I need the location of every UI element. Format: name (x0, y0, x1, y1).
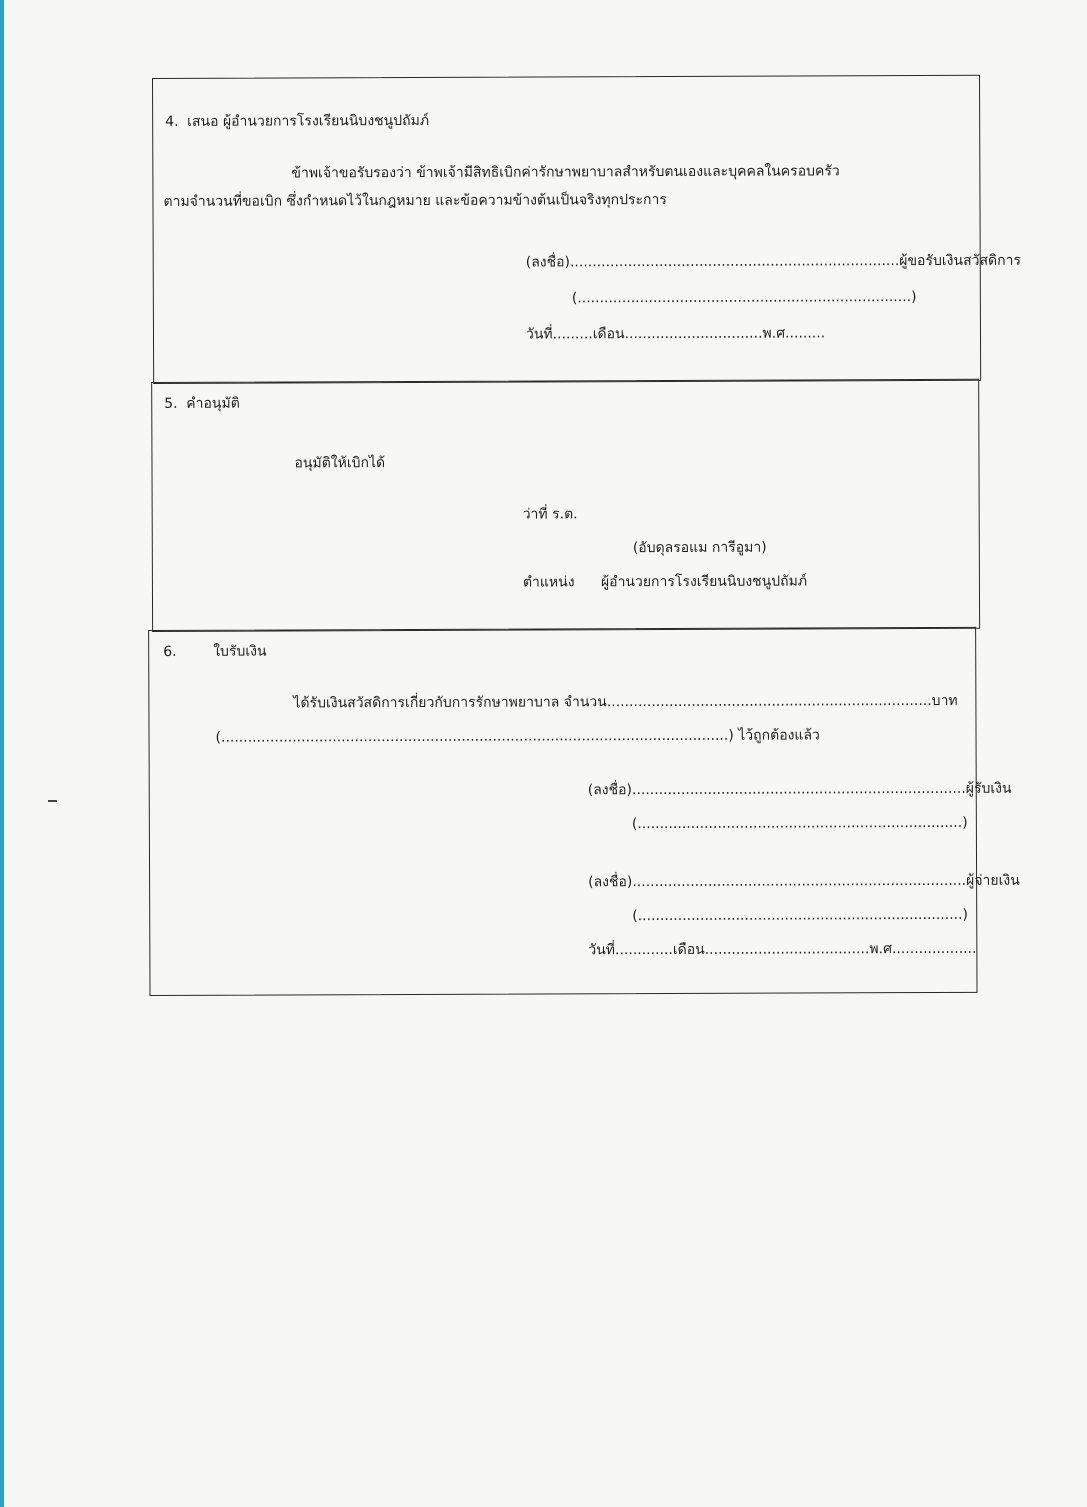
amount-in-words-line: (..................................................................................................................) ไว้ถูกต้องแล้ว (215, 727, 820, 746)
certification-text-line-2: ตามจำนวนที่ขอเบิก ซึ่งกำหนดไว้ในกฎหมาย และข้อความข้างต้นเป็นจริงทุกประการ (163, 192, 667, 210)
receiver-name-line: (.........................................................................) (631, 814, 968, 833)
requester-date-line: วันที่.........เดือน...............................พ.ศ......... (525, 325, 826, 343)
certification-text-line-1: ข้าพเจ้าขอรับรองว่า ข้าพเจ้ามีสิทธิเบิกค่ารักษาพยาบาลสำหรับตนเองและบุคคลในครอบครัว (291, 163, 840, 182)
section-4-heading: เสนอ ผู้อำนวยการโรงเรียนนิบงชนูปถัมภ์ (187, 112, 430, 130)
section-6-heading: ใบรับเงิน (213, 643, 267, 660)
section-6-receipt (148, 627, 1020, 996)
position-value: ผู้อำนวยการโรงเรียนนิบงชนูปถัมภ์ (600, 573, 808, 591)
form-box (146, 75, 1021, 998)
payer-name-line: (.........................................................................) (632, 906, 969, 925)
payer-signature-line: (ลงชื่อ)...........................................................................ผู้จ่ายเงิน (588, 872, 1020, 891)
section-5-number: 5. (164, 395, 178, 412)
section-4-proposal (152, 75, 1021, 384)
approval-text: อนุมัติให้เบิกได้ (294, 455, 386, 472)
stray-mark (48, 800, 57, 802)
approver-name: (อับดุลรอแม การีอูมา) (632, 539, 767, 557)
requester-signature-line: (ลงชื่อ)..........................................................................ผู้ขอรับเงินสวัสดิการ (525, 252, 1021, 271)
scan-edge (0, 0, 4, 1507)
receipt-date-line: วันที่.............เดือน.....................................พ.ศ................... (588, 940, 977, 959)
section-5-heading: คำอนุมัติ (186, 395, 240, 412)
receiver-signature-line: (ลงชื่อ)...........................................................................ผู้รับเงิน (587, 780, 1012, 799)
requester-name-line: (...........................................................................) (571, 289, 917, 307)
amount-received-line: ได้รับเงินสวัสดิการเกี่ยวกับการรักษาพยาบาล จำนวน.........................................................................บาท (293, 692, 958, 712)
section-6-number: 6. (163, 643, 177, 660)
position-label: ตำแหน่ง (522, 574, 575, 591)
section-4-number: 4. (165, 113, 179, 130)
acting-rank-text: ว่าที่ ร.ต. (522, 506, 578, 523)
section-5-approval (151, 379, 980, 632)
